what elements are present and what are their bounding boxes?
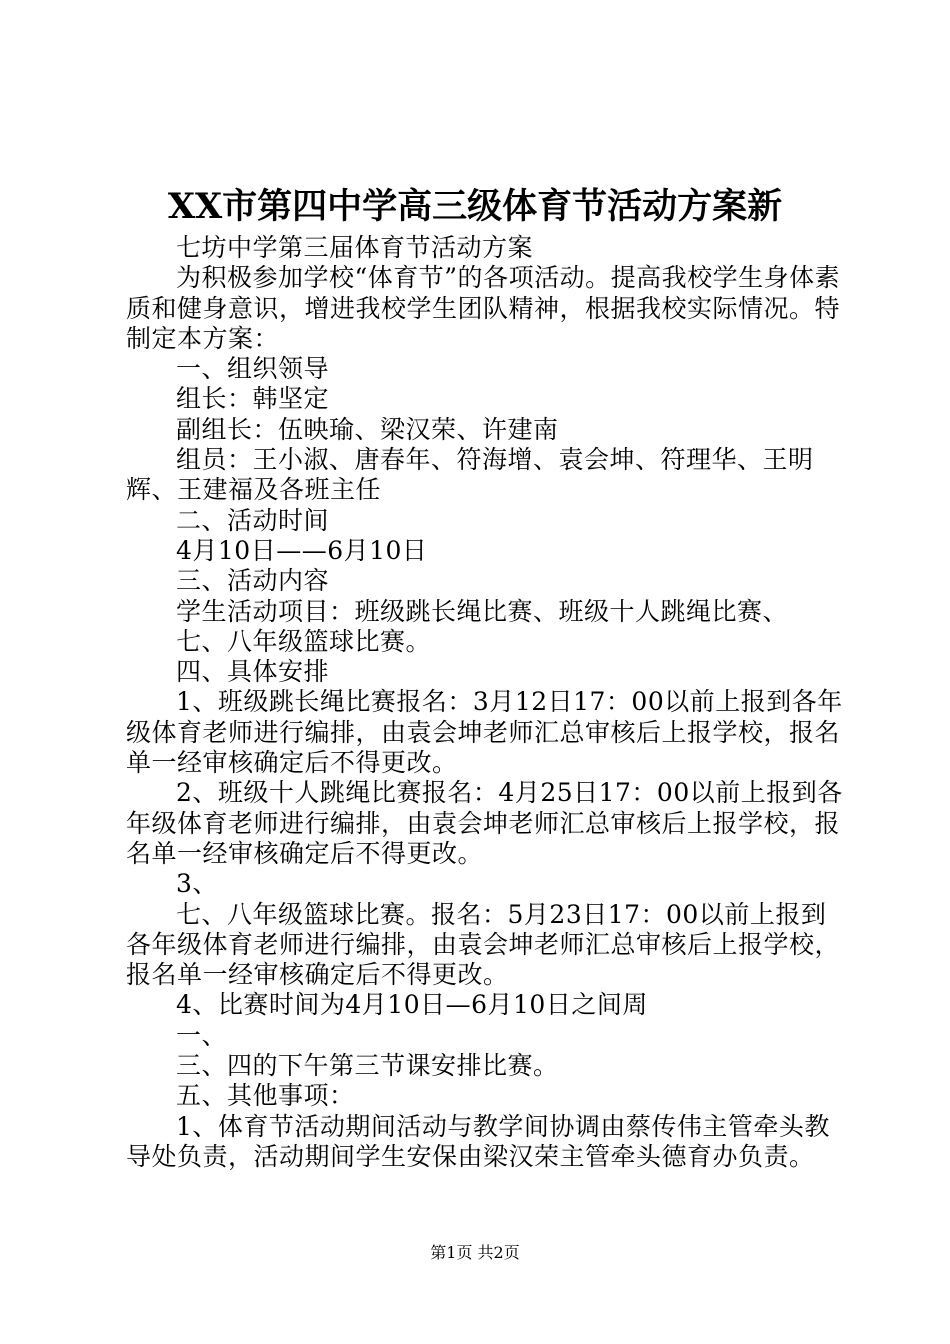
paragraph: 副组长：伍映瑜、梁汉荣、许建南 (176, 414, 559, 444)
document-body (126, 233, 846, 1172)
paragraph: 为积极参加学校“体育节”的各项活动。提高我校学生身体素质和健身意识，增进我校学生团队精神，根据我校实际情况。特制定本方案： (126, 263, 841, 353)
paragraph: 一、 (176, 1020, 228, 1050)
paragraph: 七、八年级篮球比赛。 (176, 626, 432, 656)
paragraph: 3、 (176, 869, 218, 899)
paragraph: 组长：韩坚定 (176, 384, 330, 414)
paragraph: 4月10日——6月10日 (176, 535, 428, 565)
page-footer: 第1页 共2页 (430, 1243, 520, 1262)
paragraph: 二、活动时间 (176, 505, 330, 535)
paragraph: 七、八年级篮球比赛。报名：5月23日17：00以前上报到各年级体育老师进行编排，由袁会坤老师汇总审核后上报学校，报名单一经审核确定后不得更改。 (126, 899, 841, 990)
paragraph: 三、四的下午第三节课安排比赛。 (176, 1051, 559, 1081)
paragraph: 组员：王小淑、唐春年、符海增、袁会坤、符理华、王明辉、王建福及各班主任 (126, 445, 814, 505)
paragraph: 学生活动项目：班级跳长绳比赛、班级十人跳绳比赛、 (176, 596, 789, 626)
paragraph: 五、其他事项： (176, 1081, 355, 1111)
document-title: XX市第四中学高三级体育节活动方案新 (167, 186, 783, 227)
paragraph: 2、班级十人跳绳比赛报名：4月25日17：00以前上报到各年级体育老师进行编排，由袁会坤老师汇总审核后上报学校，报名单一经审核确定后不得更改。 (126, 778, 843, 868)
paragraph: 七坊中学第三届体育节活动方案 (176, 233, 534, 262)
paragraph: 4、比赛时间为4月10日—6月10日之间周 (176, 990, 648, 1020)
paragraph: 三、活动内容 (176, 566, 330, 596)
paragraph: 1、体育节活动期间活动与教学间协调由蔡传伟主管牵头教导处负责，活动期间学生安保由梁汉荣主管牵头德育办负责。 (126, 1111, 830, 1171)
paragraph: 1、班级跳长绳比赛报名：3月12日17：00以前上报到各年级体育老师进行编排，由袁会坤老师汇总审核后上报学校，报名单一经审核确定后不得更改。 (126, 687, 843, 778)
paragraph: 一、组织领导 (176, 354, 330, 384)
paragraph: 四、具体安排 (176, 657, 330, 687)
